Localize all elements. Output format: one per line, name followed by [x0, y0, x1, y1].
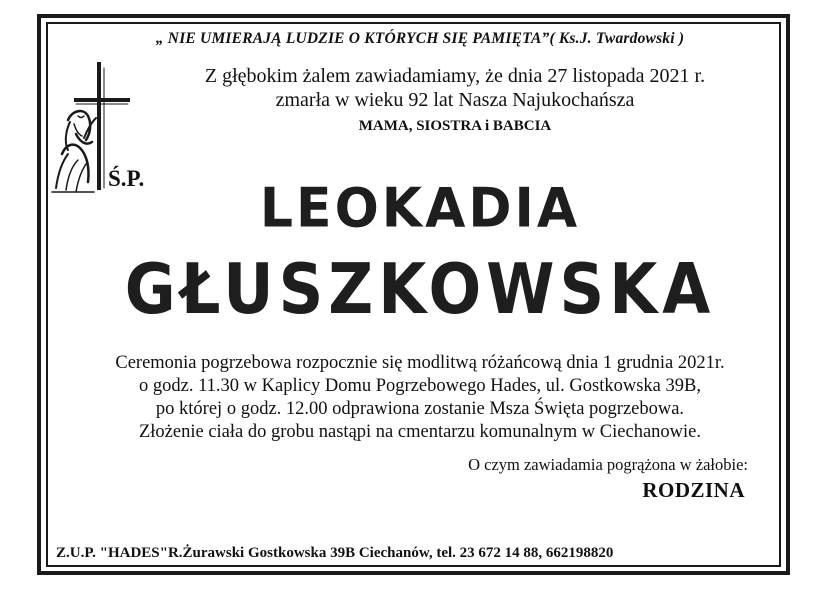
motto-quote: „ NIE UMIERAJĄ LUDZIE O KTÓRYCH SIĘ PAMIĘTA”( Ks.J. Twardowski ) — [155, 30, 685, 47]
mourners-intro: O czym zawiadamia pogrążona w żałobie: — [468, 455, 748, 474]
announcement-line-1: Z głębokim żalem zawiadamiamy, że dnia 27 listopada 2021 r. — [204, 65, 706, 87]
ceremony-details — [60, 352, 780, 444]
deceased-first-name: LEOKADIA — [259, 177, 581, 240]
ceremony-line: Złożenie ciała do grobu nastąpi na cmentarzu komunalnym w Ciechanowie. — [138, 422, 701, 442]
relation-label: MAMA, SIOSTRA i BABCIA — [358, 118, 552, 134]
ceremony-line: o godz. 11.30 w Kaplicy Domu Pogrzebowego Hades, ul. Gostkowska 39B, — [139, 376, 701, 396]
announcement-line-2: zmarła w wieku 92 lat Nasza Najukochańsza — [275, 89, 635, 111]
funeral-home-footer: Z.U.P. "HADES"R.Żurawski Gostkowska 39B Ciechanów, tel. 23 672 14 88, 662198820 — [56, 545, 614, 561]
ceremony-line: Ceremonia pogrzebowa rozpocznie się modlitwą różańcową dnia 1 grudnia 2021r. — [115, 353, 725, 373]
announcement-text — [150, 64, 760, 112]
deceased-prefix: Ś.P. — [108, 166, 145, 191]
deceased-last-name: GŁUSZKOWSKA — [124, 248, 716, 330]
mourners-family: RODZINA — [642, 478, 745, 502]
ceremony-line: po której o godz. 12.00 odprawiona zostanie Msza Święta pogrzebowa. — [155, 399, 685, 419]
